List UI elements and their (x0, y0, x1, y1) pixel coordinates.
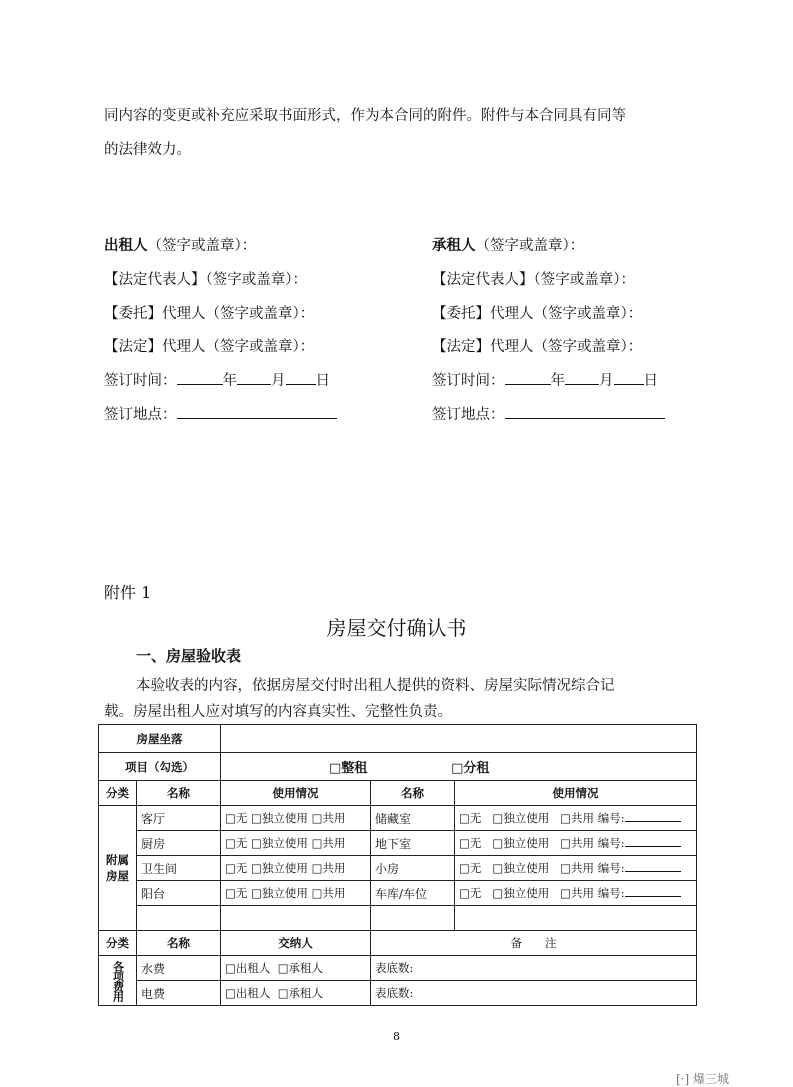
table-row (99, 806, 697, 831)
lessor-sign-time (104, 370, 330, 391)
lessor-title-line (104, 236, 256, 256)
lessee-title-suffix: （签字或盖章）： (475, 238, 585, 254)
shared-rent-checkbox[interactable]: □分租 (451, 761, 490, 776)
room-name: 卫生间 (137, 856, 221, 881)
lessee-sign-place (432, 404, 665, 425)
shared-checkbox[interactable]: □共用 (560, 836, 595, 850)
payer-lessee-checkbox[interactable]: □承租人 (277, 961, 324, 975)
whole-rent-checkbox[interactable]: □整租 (329, 761, 368, 776)
number-blank[interactable] (625, 835, 681, 847)
payer-lessor-checkbox[interactable]: □出租人 (225, 986, 271, 1000)
location-label: 房屋坐落 (99, 725, 221, 753)
section-heading: 一、房屋验收表 (136, 647, 242, 665)
lessee-entrusted-agent: 【委托】代理人（签字或盖章）： (432, 306, 643, 322)
header-usage-right: 使用情况 (455, 781, 697, 806)
table-row (99, 881, 697, 906)
shared-checkbox[interactable]: □共用 (311, 861, 346, 875)
fee-remark[interactable]: 表底数: (371, 981, 697, 1006)
fee-header-remarks: 备 注 (371, 931, 697, 956)
empty-cell[interactable] (371, 906, 455, 931)
acceptance-table (98, 724, 697, 1006)
room-name: 客厅 (137, 806, 221, 831)
exclusive-checkbox[interactable]: □独立使用 (492, 886, 550, 900)
shared-checkbox[interactable]: □共用 (311, 811, 346, 825)
lessee-legal-rep: 【法定代表人】（签字或盖章）： (432, 272, 635, 288)
usage-options (455, 881, 697, 906)
number-label: 编号: (597, 886, 625, 900)
number-blank[interactable] (625, 885, 681, 897)
lessee-title-line (432, 236, 584, 256)
header-name: 名称 (137, 781, 221, 806)
lessor-year-blank[interactable] (177, 370, 223, 385)
lessee-month-blank[interactable] (565, 370, 599, 385)
exclusive-checkbox[interactable]: □独立使用 (492, 861, 550, 875)
intro-line-2: 的法律效力。 (104, 142, 191, 158)
none-checkbox[interactable]: □无 (225, 836, 248, 850)
shared-checkbox[interactable]: □共用 (560, 886, 595, 900)
fee-header-category: 分类 (99, 931, 137, 956)
page-number: 8 (393, 1030, 400, 1043)
usage-options (455, 806, 697, 831)
exclusive-checkbox[interactable]: □独立使用 (492, 836, 550, 850)
room-name: 厨房 (137, 831, 221, 856)
empty-cell[interactable] (137, 906, 221, 931)
lessor-entrusted-agent: 【委托】代理人（签字或盖章）： (104, 306, 315, 322)
intro-line-1: 同内容的变更或补充应采取书面形式，作为本合同的附件。附件与本合同具有同等 (104, 108, 626, 124)
watermark: [·] 爆三城 (676, 1072, 729, 1086)
attachment-desc-line-2: 载。房屋出租人应对填写的内容真实性、完整性负责。 (104, 704, 452, 720)
attachment-label: 附件 1 (104, 583, 152, 602)
header-usage: 使用情况 (221, 781, 371, 806)
lessor-month-label: 月 (271, 373, 286, 389)
lessor-title-suffix: （签字或盖章）： (147, 238, 257, 254)
number-label: 编号: (597, 811, 625, 825)
none-checkbox[interactable]: □无 (459, 861, 482, 875)
fee-header-payer: 交纳人 (221, 931, 371, 956)
header-category: 分类 (99, 781, 137, 806)
lessee-place-blank[interactable] (505, 404, 665, 419)
attachment-title: 房屋交付确认书 (326, 616, 467, 640)
shared-checkbox[interactable]: □共用 (311, 886, 346, 900)
fee-remark[interactable]: 表底数: (371, 956, 697, 981)
fees-label-cell (99, 956, 137, 1006)
fee-payer-options (221, 981, 371, 1006)
table-row (99, 956, 697, 981)
table-row (99, 856, 697, 881)
none-checkbox[interactable]: □无 (459, 886, 482, 900)
annex-label: 附属房屋 (99, 806, 137, 931)
payer-lessee-checkbox[interactable]: □承租人 (277, 986, 324, 1000)
lessee-year-label: 年 (550, 373, 565, 389)
none-checkbox[interactable]: □无 (225, 886, 248, 900)
room-name: 小房 (371, 856, 455, 881)
lessor-sign-place (104, 404, 337, 425)
room-name: 地下室 (371, 831, 455, 856)
exclusive-checkbox[interactable]: □独立使用 (251, 836, 308, 850)
exclusive-checkbox[interactable]: □独立使用 (492, 811, 550, 825)
empty-cell[interactable] (455, 906, 697, 931)
number-label: 编号: (597, 861, 625, 875)
number-blank[interactable] (625, 860, 681, 872)
room-name: 阳台 (137, 881, 221, 906)
table-row (99, 981, 697, 1006)
fee-name: 电费 (137, 981, 221, 1006)
empty-cell[interactable] (221, 906, 371, 931)
lessor-place-blank[interactable] (177, 404, 337, 419)
none-checkbox[interactable]: □无 (459, 811, 482, 825)
room-name: 储藏室 (371, 806, 455, 831)
none-checkbox[interactable]: □无 (225, 811, 248, 825)
exclusive-checkbox[interactable]: □独立使用 (251, 886, 308, 900)
lessor-day-label: 日 (315, 373, 330, 389)
payer-lessor-checkbox[interactable]: □出租人 (225, 961, 271, 975)
table-row (99, 906, 697, 931)
table-row (99, 831, 697, 856)
fees-label: 各项费用 (111, 960, 125, 1001)
lessor-title: 出租人 (104, 237, 148, 254)
fee-header-name: 名称 (137, 931, 221, 956)
lessor-sign-time-label: 签订时间： (104, 373, 177, 389)
room-name: 车库/车位 (371, 881, 455, 906)
lessee-statutory-agent: 【法定】代理人（签字或盖章）： (432, 339, 643, 355)
fee-name: 水费 (137, 956, 221, 981)
header-name-right: 名称 (371, 781, 455, 806)
fee-payer-options (221, 956, 371, 981)
lessee-day-blank[interactable] (614, 370, 644, 385)
number-label: 编号: (597, 836, 625, 850)
none-checkbox[interactable]: □无 (459, 836, 482, 850)
exclusive-checkbox[interactable]: □独立使用 (251, 811, 308, 825)
number-blank[interactable] (625, 810, 681, 822)
usage-options (455, 856, 697, 881)
lessee-sign-time (432, 370, 658, 391)
attachment-desc-line-1: 本验收表的内容，依据房屋交付时出租人提供的资料、房屋实际情况综合记 (136, 678, 615, 694)
rent-type-cell (221, 753, 697, 781)
usage-options (221, 881, 371, 906)
usage-options (221, 806, 371, 831)
lessee-year-blank[interactable] (505, 370, 551, 385)
lessee-sign-place-label: 签订地点： (432, 407, 505, 423)
none-checkbox[interactable]: □无 (225, 861, 248, 875)
shared-checkbox[interactable]: □共用 (560, 861, 595, 875)
shared-checkbox[interactable]: □共用 (560, 811, 595, 825)
lessee-day-label: 日 (643, 373, 658, 389)
location-value-cell[interactable] (221, 725, 697, 753)
exclusive-checkbox[interactable]: □独立使用 (251, 861, 308, 875)
lessee-month-label: 月 (599, 373, 614, 389)
lessor-statutory-agent: 【法定】代理人（签字或盖章）： (104, 339, 315, 355)
lessor-sign-place-label: 签订地点： (104, 407, 177, 423)
lessor-day-blank[interactable] (286, 370, 316, 385)
lessor-year-label: 年 (222, 373, 237, 389)
usage-options (455, 831, 697, 856)
lessor-month-blank[interactable] (237, 370, 271, 385)
usage-options (221, 856, 371, 881)
item-label: 项目（勾选） (99, 753, 221, 781)
shared-checkbox[interactable]: □共用 (311, 836, 346, 850)
lessee-title: 承租人 (432, 237, 476, 254)
usage-options (221, 831, 371, 856)
lessee-sign-time-label: 签订时间： (432, 373, 505, 389)
lessor-legal-rep: 【法定代表人】（签字或盖章）： (104, 272, 307, 288)
